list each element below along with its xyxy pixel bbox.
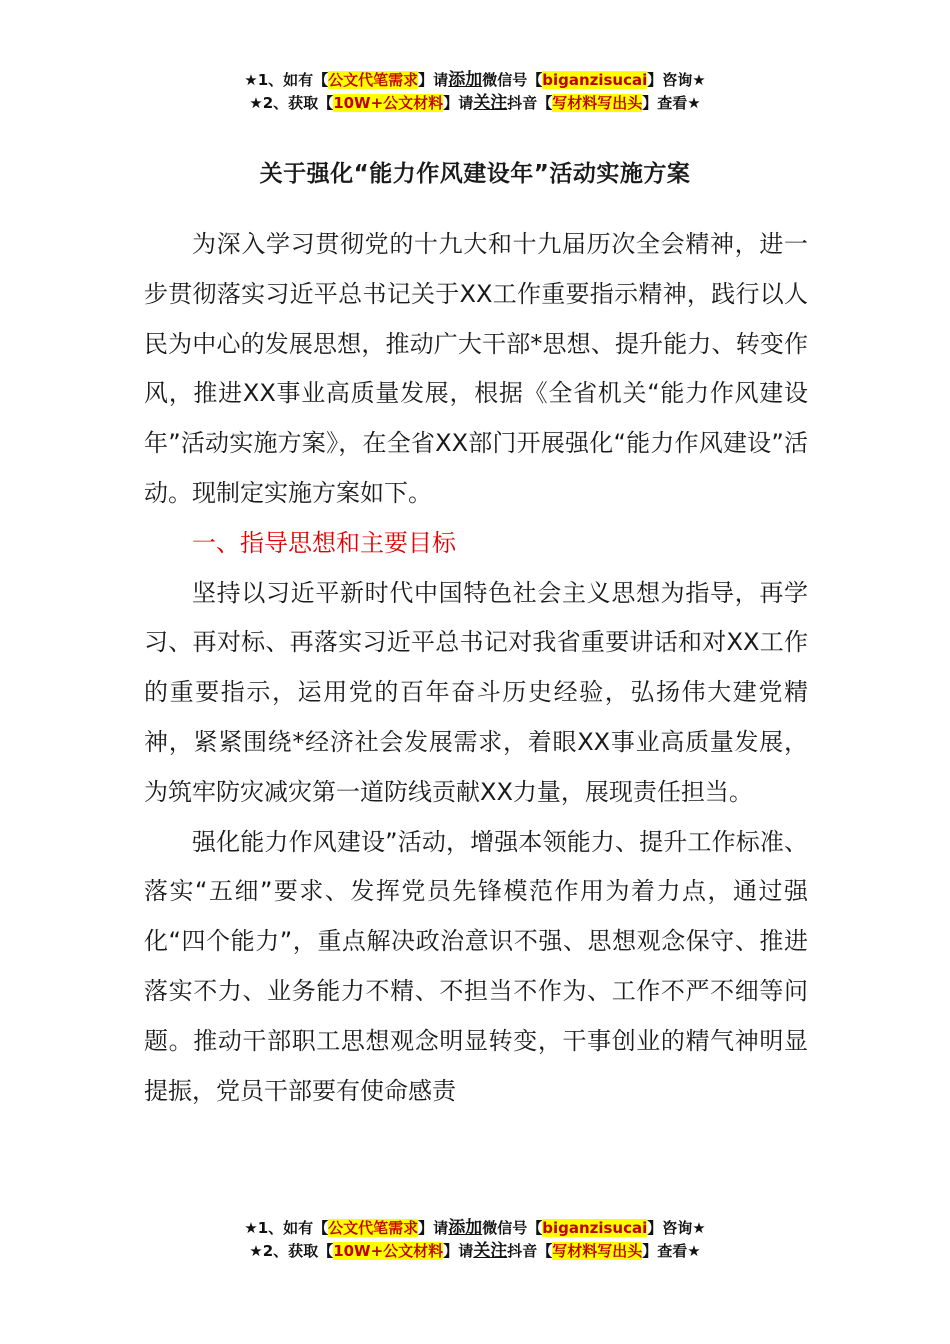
document-body — [144, 220, 808, 1116]
promo-highlight: 公文代笔需求 — [328, 1219, 419, 1237]
promo-emphasis: 关注 — [473, 93, 508, 113]
promo-line-2 — [0, 1240, 950, 1263]
promo-highlight: 公文代笔需求 — [328, 71, 419, 89]
promo-text: ★2、获取【 — [249, 94, 334, 112]
promo-text: 】请 — [418, 1219, 449, 1237]
promo-text: ★1、如有【 — [244, 71, 329, 89]
promo-emphasis: 关注 — [473, 1241, 508, 1261]
promo-highlight: 10W+公文材料 — [333, 94, 444, 112]
promo-douyin-id: 写材料写出头 — [552, 94, 643, 112]
promo-banner-top — [0, 69, 950, 115]
promo-text: 抖音【 — [507, 94, 553, 112]
promo-emphasis: 添加 — [448, 1218, 483, 1238]
promo-wechat-id: biganzisucai — [542, 71, 648, 89]
promo-line-1 — [0, 1217, 950, 1240]
body-paragraph: 坚持以习近平新时代中国特色社会主义思想为指导，再学习、再对标、再落实习近平总书记对我省重要讲话和对XX工作的重要指示，运用党的百年奋斗历史经验，弘扬伟大建党精神，紧紧围绕*经济社会发展需求，着眼XX事业高质量发展，为筑牢防灾减灾第一道防线贡献XX力量，展现责任担当。 — [144, 578, 808, 806]
promo-line-1 — [0, 69, 950, 92]
promo-banner-bottom — [0, 1217, 950, 1263]
promo-text: ★1、如有【 — [244, 1219, 329, 1237]
promo-text: 】查看★ — [642, 94, 701, 112]
body-paragraph: 为深入学习贯彻党的十九大和十九届历次全会精神，进一步贯彻落实习近平总书记关于XX工作重要指示精神，践行以人民为中心的发展思想，推动广大干部*思想、提升能力、转变作风，推进XX事业高质量发展，根据《全省机关“能力作风建设年”活动实施方案》，在全省XX部门开展强化“能力作风建设”活动。现制定实施方案如下。 — [144, 230, 808, 507]
promo-text: 】请 — [443, 1242, 474, 1260]
promo-text: 】请 — [443, 94, 474, 112]
promo-wechat-id: biganzisucai — [542, 1219, 648, 1237]
promo-line-2 — [0, 92, 950, 115]
promo-highlight: 10W+公文材料 — [333, 1242, 444, 1260]
promo-text: 抖音【 — [507, 1242, 553, 1260]
promo-douyin-id: 写材料写出头 — [552, 1242, 643, 1260]
promo-text: 】请 — [418, 71, 449, 89]
body-paragraph: 强化能力作风建设”活动，增强本领能力、提升工作标准、落实“五细”要求、发挥党员先锋模范作用为着力点，通过强化“四个能力”，重点解决政治意识不强、思想观念保守、推进落实不力、业务能力不精、不担当不作为、工作不严不细等问题。推动干部职工思想观念明显转变，干事创业的精气神明显提振，党员干部要有使命感责 — [144, 827, 808, 1105]
document-title: 关于强化“能力作风建设年”活动实施方案 — [259, 161, 691, 187]
promo-text: 】咨询★ — [647, 71, 706, 89]
promo-text: 微信号【 — [482, 1219, 543, 1237]
promo-text: 微信号【 — [482, 71, 543, 89]
section-heading: 一、指导思想和主要目标 — [192, 528, 456, 557]
promo-text: 】查看★ — [642, 1242, 701, 1260]
promo-text: 】咨询★ — [647, 1219, 706, 1237]
promo-text: ★2、获取【 — [249, 1242, 334, 1260]
promo-emphasis: 添加 — [448, 70, 483, 90]
